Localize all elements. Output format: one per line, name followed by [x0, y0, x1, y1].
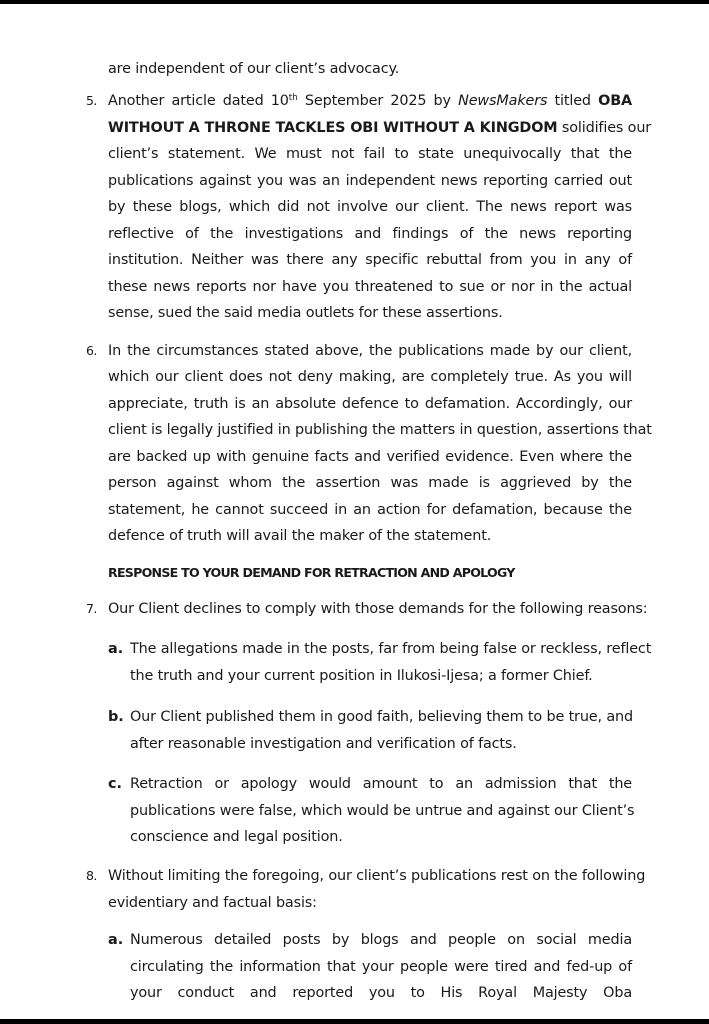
paragraph-8-line: evidentiary and factual basis:	[108, 895, 317, 911]
paragraph-5-title-part-1: OBA	[598, 93, 633, 109]
paragraph-5-after-title: solidifies our	[561, 120, 652, 136]
paragraph-6-line: statement, he cannot succeed in an action for defamation, because the	[108, 502, 632, 518]
paragraph-5-line: sense, sued the said media outlets for these assertions.	[108, 305, 503, 321]
paragraph-8-item-a-line: circulating the information that your people were tired and fed-up of	[130, 959, 632, 975]
paragraph-8-item-a-letter: a.	[108, 932, 124, 948]
paragraph-7-number: 7.	[86, 601, 97, 616]
paragraph-7-item-a-line: The allegations made in the posts, far from being false or reckless, reflect	[130, 641, 652, 657]
paragraph-6-line: are backed up with genuine facts and verified evidence. Even where the	[108, 449, 632, 465]
paragraph-7-item-c-line: Retraction or apology would amount to an admission that the	[130, 776, 632, 792]
paragraph-7-text: Our Client declines to comply with those demands for the following reasons:	[108, 601, 648, 617]
paragraph-5-date-suffix: th	[288, 93, 298, 103]
paragraph-5-line-1	[108, 92, 632, 110]
paragraph-5-number: 5.	[86, 93, 97, 108]
paragraph-5-line: these news reports nor have you threatened to sue or nor in the actual	[108, 279, 632, 295]
paragraph-7-item-a-line: the truth and your current position in Ilukosi-Ijesa; a former Chief.	[130, 668, 593, 684]
paragraph-5-date-prefix: Another article dated 10	[108, 93, 289, 109]
paragraph-5-line: reflective of the investigations and findings of the news reporting	[108, 226, 632, 242]
paragraph-7-item-c-line: conscience and legal position.	[130, 829, 343, 845]
paragraph-6-line: appreciate, truth is an absolute defence to defamation. Accordingly, our	[108, 396, 632, 412]
paragraph-6-line: which our client does not deny making, are completely true. As you will	[108, 369, 632, 385]
paragraph-5-line-2	[108, 119, 652, 137]
paragraph-5-title-part-2: WITHOUT A THRONE TACKLES OBI WITHOUT A KINGDOM	[108, 120, 558, 136]
paragraph-7-item-b-line: after reasonable investigation and verification of facts.	[130, 736, 517, 752]
paragraph-6-line: client is legally justified in publishing the matters in question, assertions that	[108, 422, 652, 438]
paragraph-8-item-a-line: Numerous detailed posts by blogs and people on social media	[130, 932, 632, 948]
paragraph-6-number: 6.	[86, 343, 97, 358]
paragraph-5-publisher: NewsMakers	[458, 93, 548, 109]
paragraph-4-last-line: are independent of our client’s advocacy.	[108, 61, 400, 77]
paragraph-5-date-rest: September 2025 by	[297, 93, 459, 109]
paragraph-6-line: In the circumstances stated above, the publications made by our client,	[108, 343, 632, 359]
paragraph-8-number: 8.	[86, 868, 97, 883]
paragraph-5-line: publications against you was an independent news reporting carried out	[108, 173, 632, 189]
paragraph-8-item-a-line: your conduct and reported you to His Royal Majesty Oba	[130, 985, 632, 1001]
paragraph-6-line: person against whom the assertion was made is aggrieved by the	[108, 475, 632, 491]
paragraph-7-item-a-letter: a.	[108, 641, 124, 657]
page-top-border	[0, 0, 709, 4]
paragraph-7-item-b-line: Our Client published them in good faith, believing them to be true, and	[130, 709, 633, 725]
paragraph-6-line: defence of truth will avail the maker of the statement.	[108, 528, 492, 544]
paragraph-8-line: Without limiting the foregoing, our client’s publications rest on the following	[108, 868, 646, 884]
section-heading: RESPONSE TO YOUR DEMAND FOR RETRACTION AND APOLOGY	[108, 565, 515, 580]
paragraph-7-item-c-line: publications were false, which would be untrue and against our Client’s	[130, 803, 635, 819]
paragraph-5-titled: titled	[547, 93, 599, 109]
paragraph-5-line: client’s statement. We must not fail to state unequivocally that the	[108, 146, 632, 162]
page-bottom-border	[0, 1019, 709, 1024]
paragraph-5-line: by these blogs, which did not involve our client. The news report was	[108, 199, 632, 215]
paragraph-5-line: institution. Neither was there any specific rebuttal from you in any of	[108, 252, 632, 268]
paragraph-7-item-c-letter: c.	[108, 776, 122, 792]
paragraph-7-item-b-letter: b.	[108, 709, 124, 725]
